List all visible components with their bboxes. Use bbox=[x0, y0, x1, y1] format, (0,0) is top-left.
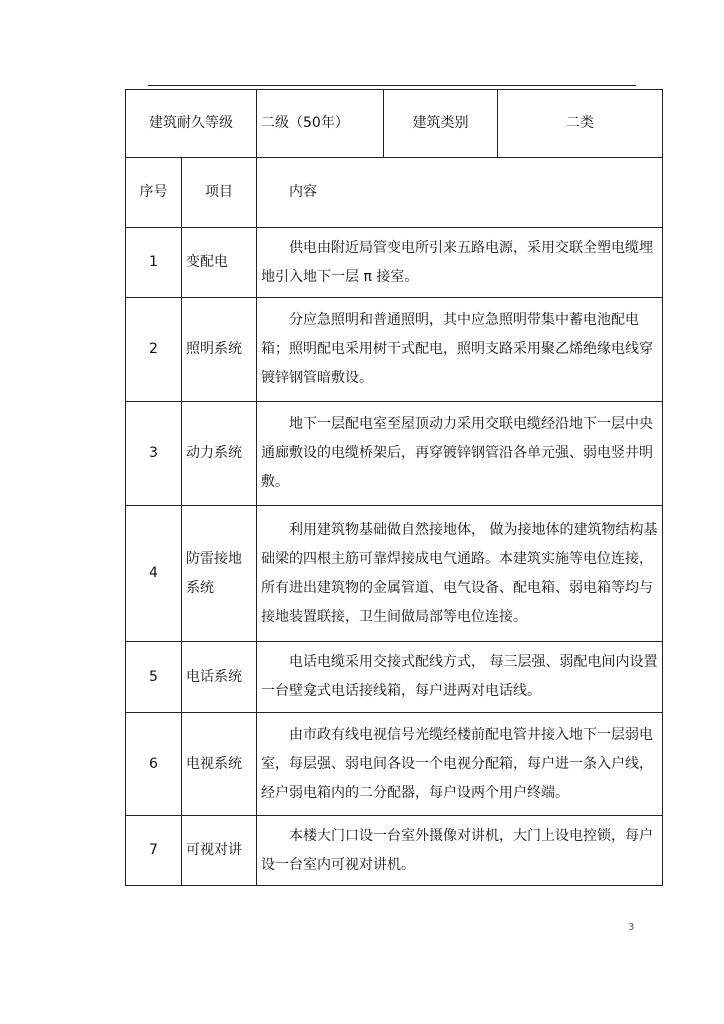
row-no: 3 bbox=[126, 402, 182, 506]
row-item: 变配电 bbox=[182, 228, 257, 298]
row-no: 1 bbox=[126, 228, 182, 298]
column-no: 序号 bbox=[126, 158, 182, 228]
row-no: 7 bbox=[126, 816, 182, 886]
row-item: 可视对讲 bbox=[182, 816, 257, 886]
row-content: 由市政有线电视信号光缆经楼前配电管井接入地下一层弱电室，每层强、弱电间各设一个电视分配箱，每户进一条入户线， 经户弱电箱内的二分配器，每户设两个用户终端。 bbox=[257, 713, 663, 816]
table-row bbox=[126, 642, 663, 713]
category-value: 二类 bbox=[498, 90, 663, 158]
row-content: 利用建筑物基础做自然接地体， 做为接地体的建筑物结构基础梁的四根主筋可靠焊接成电气通路。本建筑实施等电位连接，所有进出建筑物的金属管道、电气设备、配电箱、弱电箱等均与接地装置联接，卫生间做局部等电位连接。 bbox=[257, 506, 663, 642]
row-no: 6 bbox=[126, 713, 182, 816]
category-label: 建筑类别 bbox=[384, 90, 498, 158]
page-number: 3 bbox=[628, 922, 635, 933]
row-item: 电话系统 bbox=[182, 642, 257, 713]
table-row bbox=[126, 506, 663, 642]
row-no: 2 bbox=[126, 298, 182, 402]
header-rule bbox=[148, 85, 636, 86]
column-header-row bbox=[126, 158, 663, 228]
table-row bbox=[126, 228, 663, 298]
column-item: 项目 bbox=[182, 158, 257, 228]
durability-value: 二级（50年） bbox=[257, 90, 384, 158]
row-content: 分应急照明和普通照明，其中应急照明带集中蓄电池配电箱；照明配电采用树干式配电，照明支路采用聚乙烯绝缘电线穿镀锌钢管暗敷设。 bbox=[257, 298, 663, 402]
row-content: 电话电缆采用交接式配线方式， 每三层强、弱配电间内设置一台壁龛式电话接线箱，每户进两对电话线。 bbox=[257, 642, 663, 713]
electrical-spec-table bbox=[125, 89, 663, 886]
table-row bbox=[126, 402, 663, 506]
row-item: 动力系统 bbox=[182, 402, 257, 506]
table-row bbox=[126, 298, 663, 402]
row-item: 防雷接地系统 bbox=[182, 506, 257, 642]
row-content: 本楼大门口设一台室外摄像对讲机，大门上设电控锁，每户设一台室内可视对讲机。 bbox=[257, 816, 663, 886]
row-item: 电视系统 bbox=[182, 713, 257, 816]
table-row bbox=[126, 713, 663, 816]
row-content: 供电由附近局管变电所引来五路电源，采用交联全塑电缆埋地引入地下一层 π 接室。 bbox=[257, 228, 663, 298]
row-item: 照明系统 bbox=[182, 298, 257, 402]
row-content: 地下一层配电室至屋顶动力采用交联电缆经沿地下一层中央通廊敷设的电缆桥架后，再穿镀锌钢管沿各单元强、弱电竖井明敷。 bbox=[257, 402, 663, 506]
header-row bbox=[126, 90, 663, 158]
column-content: 内容 bbox=[257, 158, 663, 228]
row-no: 4 bbox=[126, 506, 182, 642]
durability-label: 建筑耐久等级 bbox=[126, 90, 257, 158]
row-no: 5 bbox=[126, 642, 182, 713]
table-row bbox=[126, 816, 663, 886]
